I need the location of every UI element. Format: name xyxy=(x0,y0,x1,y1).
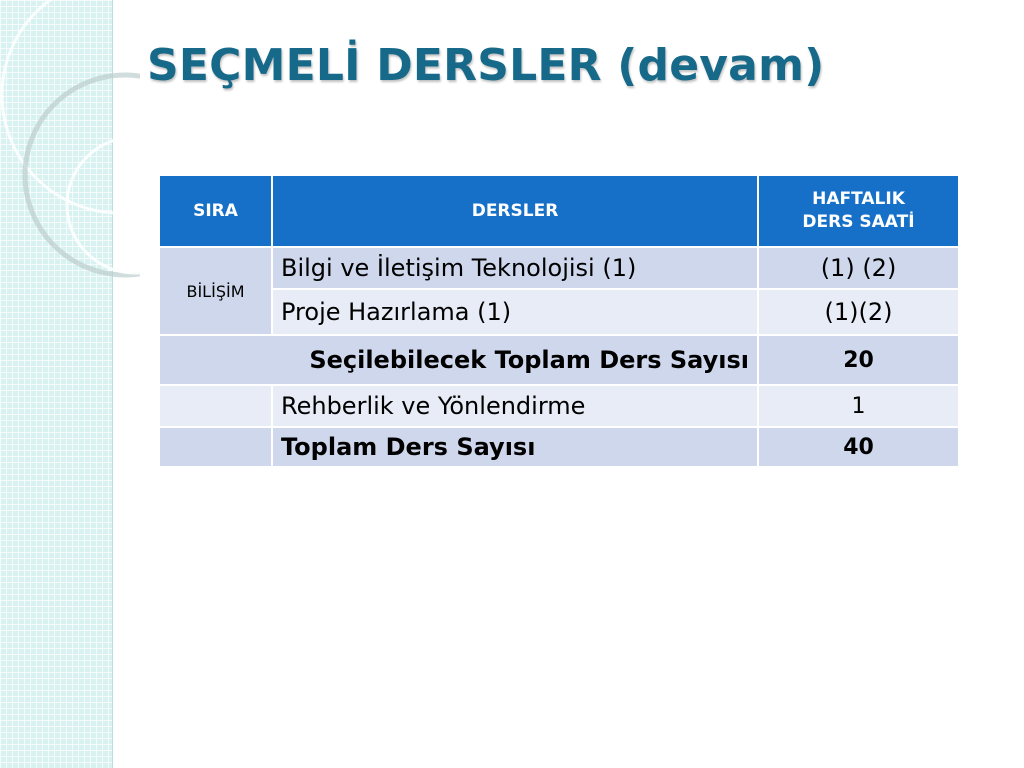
course-name: Bilgi ve İletişim Teknolojisi (1) xyxy=(272,247,758,289)
course-hours: (1) (2) xyxy=(758,247,959,289)
total-value: 40 xyxy=(758,427,959,467)
course-name: Rehberlik ve Yönlendirme xyxy=(272,385,758,427)
header-sira: SIRA xyxy=(159,175,272,247)
selectable-total-row xyxy=(159,335,959,385)
header-saat-line2: DERS SAATİ xyxy=(802,212,915,232)
total-row xyxy=(159,427,959,467)
total-label: Toplam Ders Sayısı xyxy=(272,427,758,467)
page-title: SEÇMELİ DERSLER (devam) xyxy=(147,40,825,91)
selectable-total-value: 20 xyxy=(758,335,959,385)
category-cell: BİLİŞİM xyxy=(159,247,272,335)
course-hours: (1)(2) xyxy=(758,289,959,335)
table-header-row xyxy=(159,175,959,247)
table-row xyxy=(159,289,959,335)
decorative-side-band xyxy=(0,0,113,768)
empty-cell xyxy=(159,427,272,467)
course-name: Proje Hazırlama (1) xyxy=(272,289,758,335)
courses-table xyxy=(158,174,960,468)
decorative-arcs xyxy=(0,0,140,768)
header-dersler: DERSLER xyxy=(272,175,758,247)
header-saat-line1: HAFTALIK xyxy=(812,189,905,210)
header-haftalik-ders-saati xyxy=(758,175,959,247)
selectable-total-label: Seçilebilecek Toplam Ders Sayısı xyxy=(159,335,758,385)
course-hours: 1 xyxy=(758,385,959,427)
table-row xyxy=(159,385,959,427)
empty-cell xyxy=(159,385,272,427)
table-row xyxy=(159,247,959,289)
